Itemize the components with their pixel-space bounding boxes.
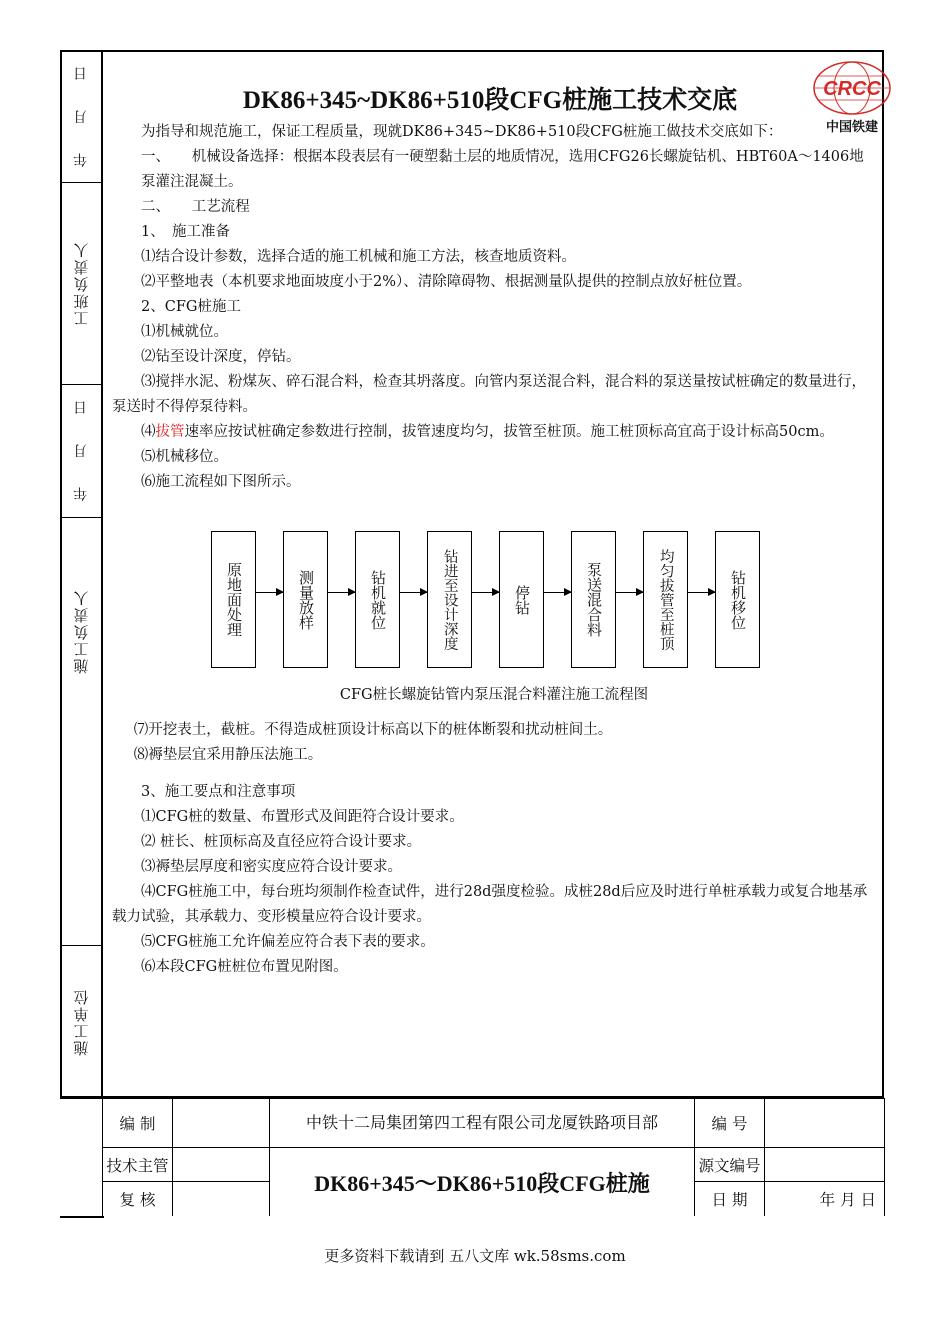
flow-step: 均匀拔管至桩顶 — [643, 531, 688, 668]
list-item: ⑴CFG桩的数量、布置形式及间距符合设计要求。 — [141, 809, 464, 825]
flow-chart-caption: CFG桩长螺旋钻管内泵压混合料灌注施工流程图 — [339, 687, 649, 703]
list-item: ⑹施工流程如下图所示。 — [141, 474, 301, 490]
flow-step: 原地面处理 — [211, 531, 256, 668]
footer-link-text: 更多资料下载请到 五八文库 wk.58sms.com — [324, 1247, 626, 1265]
flow-step: 测量放样 — [283, 531, 328, 668]
day-label: 日 — [73, 66, 89, 81]
date-value: 年 月 日 — [819, 1191, 876, 1209]
section-3-heading: 3、施工要点和注意事项 — [141, 784, 296, 800]
flow-step: 泵送混合料 — [571, 531, 616, 668]
construction-leader-label: 施工负责人 — [72, 589, 91, 675]
day-label: 日 — [73, 400, 89, 415]
signature-table — [60, 1098, 884, 1216]
table-border — [60, 1216, 104, 1218]
team-leader-label: 工班负责人 — [72, 241, 91, 327]
list-marker: ⑷ — [141, 424, 156, 440]
flow-arrow — [616, 592, 643, 593]
month-label: 月 — [73, 444, 89, 459]
left-column-divider — [101, 50, 103, 1098]
flow-arrow — [688, 592, 715, 593]
body-text — [112, 120, 879, 495]
page-title: DK86+345~DK86+510段CFG桩施工技术交底 — [242, 87, 738, 114]
list-item: ⑴机械就位。 — [141, 324, 228, 340]
date-label: 日 期 — [695, 1182, 765, 1216]
list-item: ⑸机械移位。 — [141, 449, 228, 465]
list-item: ⑹本段CFG桩桩位布置见附图。 — [141, 959, 348, 975]
list-item-text: 速率应按试桩确定参数进行控制，拔管速度均匀，拔管至桩顶。施工桩顶标高宜高于设计标高50cm。 — [184, 424, 834, 440]
flow-arrow — [328, 592, 355, 593]
review-value — [173, 1182, 270, 1216]
list-item: ⑵平整地表（本机要求地面坡度小于2%）、清除障碍物、根据测量队提供的控制点放好桩位置。 — [141, 274, 752, 290]
intro-paragraph: 为指导和规范施工，保证工程质量，现就DK86+345~DK86+510段CFG桩施工做技术交底如下： — [141, 124, 783, 140]
section-1 — [112, 145, 876, 195]
side-divider — [60, 517, 102, 518]
year-label: 年 — [73, 487, 89, 502]
flow-step: 钻机就位 — [355, 531, 400, 668]
side-date-mid — [62, 386, 100, 516]
source-number-label: 源文编号 — [695, 1148, 765, 1182]
section-1-text: 一、 机械设备选择：根据本段表层有一硬塑黏土层的地质情况，选用CFG26长螺旋钻机、HBT60A～1406地泵灌注混凝土。 — [141, 149, 864, 190]
list-item: ⑸CFG桩施工允许偏差应符合表下表的要求。 — [141, 934, 435, 950]
list-item: ⑻褥垫层宜采用静压法施工。 — [133, 747, 323, 763]
body-text-cont — [112, 718, 876, 768]
list-item: ⑶褥垫层厚度和密实度应符合设计要求。 — [141, 859, 402, 875]
side-divider — [60, 945, 102, 946]
construction-unit-label: 施工单位 — [72, 988, 91, 1056]
list-item: ⑵ 桩长、桩顶标高及直径应符合设计要求。 — [141, 834, 422, 850]
flow-step: 停钻 — [499, 531, 544, 668]
year-label: 年 — [73, 153, 89, 168]
flow-step: 钻进至设计深度 — [427, 531, 472, 668]
logo-subtext: 中国铁建 — [825, 120, 879, 135]
tech-supervisor-value — [173, 1148, 270, 1182]
review-label: 复 核 — [103, 1182, 173, 1216]
list-item: ⑺开挖表土，截桩。不得造成桩顶设计标高以下的桩体断裂和扰动桩间土。 — [133, 722, 613, 738]
flow-step: 钻机移位 — [715, 531, 760, 668]
section-2-heading: 二、 工艺流程 — [141, 199, 250, 215]
tech-supervisor-label: 技术主管 — [103, 1148, 173, 1182]
number-value — [765, 1098, 884, 1148]
flow-arrow — [400, 592, 427, 593]
list-item: ⑴结合设计参数，选择合适的施工机械和施工方法，核查地质资料。 — [141, 249, 576, 265]
table-border — [884, 1098, 885, 1216]
section-2-1-heading: 1、 施工准备 — [141, 224, 230, 240]
flow-arrow — [472, 592, 499, 593]
compile-label: 编 制 — [103, 1098, 173, 1148]
body-text-section3 — [112, 780, 876, 980]
section-2-2-heading: 2、CFG桩施工 — [141, 299, 241, 315]
list-item — [112, 420, 876, 445]
month-label: 月 — [73, 110, 89, 125]
number-label: 编 号 — [695, 1098, 765, 1148]
document-title-cell: DK86+345～DK86+510段CFG桩施 — [270, 1148, 695, 1216]
organization-name: 中铁十二局集团第四工程有限公司龙厦铁路项目部 — [270, 1098, 695, 1148]
side-divider — [60, 182, 102, 183]
source-number-value — [765, 1148, 884, 1182]
side-divider — [60, 384, 102, 385]
list-item: ⑷CFG桩施工中，每台班均须制作检查试件，进行28d强度检验。成桩28d后应及时进行单桩承载力或复合地基承载力试验，其承载力、变形模量应符合设计要求。 — [112, 884, 868, 925]
highlighted-term: 拔管 — [155, 424, 185, 440]
side-date-top — [62, 52, 100, 182]
flow-arrow — [544, 592, 571, 593]
compile-value — [173, 1098, 270, 1148]
flow-arrow — [256, 592, 283, 593]
list-item: ⑶搅拌水泥、粉煤灰、碎石混合料，检查其坍落度。向管内泵送混合料，混合料的泵送量按试桩确定的数量进行，泵送时不得停泵待料。 — [112, 374, 866, 415]
list-item: ⑵钻至设计深度，停钻。 — [141, 349, 301, 365]
logo-text: CRCC — [823, 78, 881, 100]
